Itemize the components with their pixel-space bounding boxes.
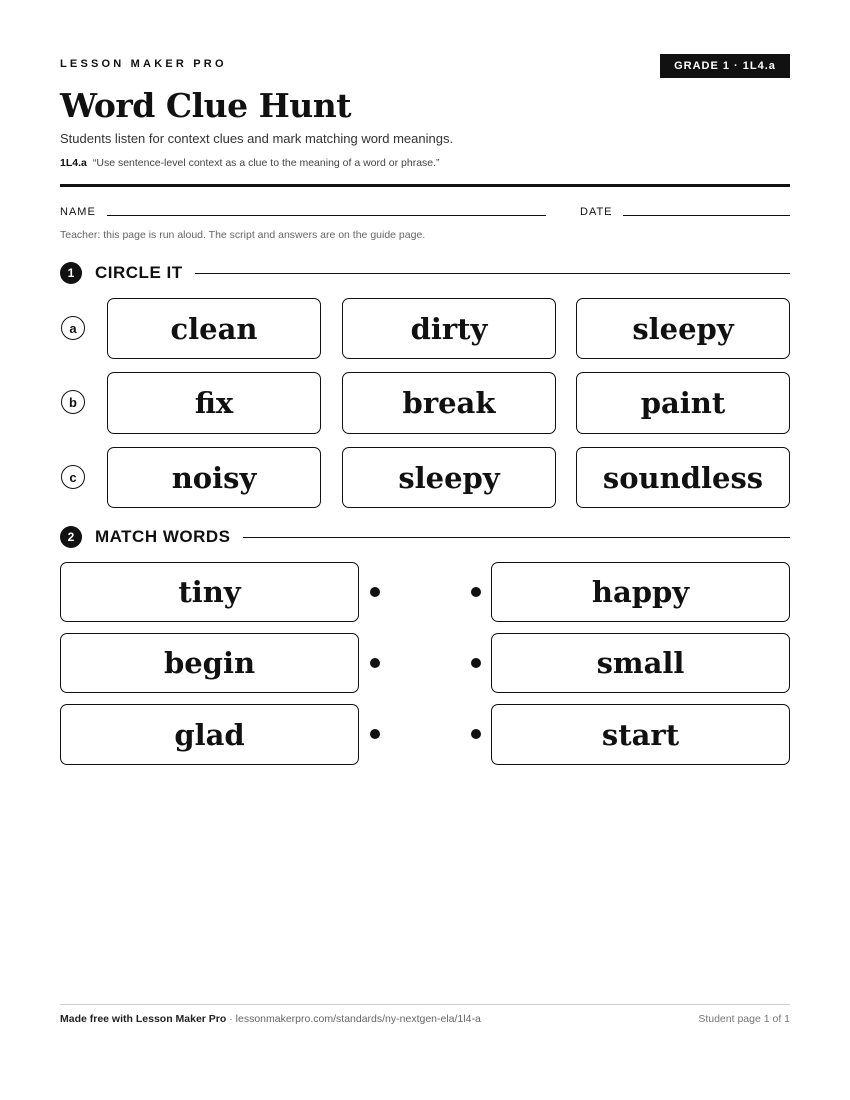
circle-word-c-1[interactable]: noisy [107, 447, 321, 508]
footer-separator: · [226, 1013, 236, 1025]
section-number-badge: 2 [60, 526, 82, 548]
circle-word-c-2[interactable]: sleepy [342, 447, 556, 508]
date-label: DATE [580, 206, 613, 218]
match-right-dot-1[interactable] [471, 587, 481, 597]
match-left-dot-1[interactable] [370, 587, 380, 597]
circle-word-c-3[interactable]: soundless [576, 447, 790, 508]
circle-word-a-2[interactable]: dirty [342, 298, 556, 359]
section-title: MATCH WORDS [95, 527, 231, 546]
date-field[interactable] [623, 215, 790, 216]
section-rule [243, 537, 791, 538]
match-right-word-1[interactable]: happy [491, 562, 790, 622]
name-field[interactable] [107, 215, 546, 216]
page-title: Word Clue Hunt [60, 86, 352, 125]
match-right-dot-3[interactable] [471, 729, 481, 739]
section-circle-it-header [60, 261, 790, 285]
name-label: NAME [60, 206, 96, 218]
match-right-word-2[interactable]: small [491, 633, 790, 693]
grade-badge: GRADE 1 · 1L4.a [660, 54, 790, 78]
section-title: CIRCLE IT [95, 263, 183, 282]
worksheet-page [60, 0, 790, 1100]
circle-word-a-1[interactable]: clean [107, 298, 321, 359]
section-number-badge: 1 [60, 262, 82, 284]
match-left-dot-3[interactable] [370, 729, 380, 739]
match-right-dot-2[interactable] [471, 658, 481, 668]
match-left-word-1[interactable]: tiny [60, 562, 359, 622]
page-subtitle: Students listen for context clues and mark matching word meanings. [60, 131, 454, 146]
footer-made-with: Made free with Lesson Maker Pro [60, 1013, 227, 1025]
footer-divider [60, 1004, 790, 1005]
brand-name: LESSON MAKER PRO [60, 58, 227, 70]
standard-code: 1L4.a [60, 157, 87, 169]
row-letter-b: b [61, 390, 85, 414]
section-rule [195, 273, 790, 274]
footer-page-number: Student page 1 of 1 [698, 1013, 790, 1025]
standard-text: “Use sentence-level context as a clue to the meaning of a word or phrase.” [92, 157, 440, 169]
row-letter-a: a [61, 316, 85, 340]
row-letter-c: c [61, 465, 85, 489]
circle-word-b-2[interactable]: break [342, 372, 556, 434]
match-left-word-2[interactable]: begin [60, 633, 359, 693]
teacher-note: Teacher: this page is run aloud. The script and answers are on the guide page. [60, 229, 426, 241]
standard-reference [60, 157, 440, 169]
footer-url[interactable]: lessonmakerpro.com/standards/ny-nextgen-ela/1l4-a [235, 1013, 481, 1025]
circle-word-a-3[interactable]: sleepy [576, 298, 790, 359]
match-left-dot-2[interactable] [370, 658, 380, 668]
match-right-word-3[interactable]: start [491, 704, 790, 765]
circle-word-b-3[interactable]: paint [576, 372, 790, 434]
footer-credit [60, 1013, 481, 1025]
match-left-word-3[interactable]: glad [60, 704, 359, 765]
section-match-words-header [60, 525, 790, 549]
circle-word-b-1[interactable]: fix [107, 372, 321, 434]
header-divider [60, 184, 790, 187]
